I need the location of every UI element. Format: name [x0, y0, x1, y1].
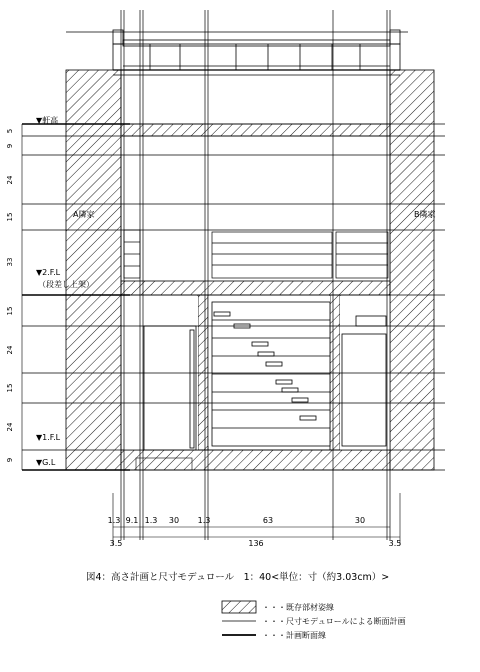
- level-eaves-label: ▼軒高: [36, 116, 59, 125]
- height-module-7: 24: [6, 345, 14, 355]
- neighbor-b-wall: [390, 70, 434, 470]
- height-module-4: 15: [6, 212, 14, 222]
- height-dimension-labels: [6, 124, 22, 470]
- width-top-5: 1.3: [197, 516, 211, 525]
- width-top-3: 1.3: [144, 516, 158, 525]
- width-top-6: 63: [262, 516, 274, 525]
- height-module-5: 33: [6, 257, 14, 267]
- width-top-2: 9.1: [125, 516, 139, 525]
- upper-windows: [124, 230, 388, 278]
- legend-item-1-label: ・・・既存部材姿線: [262, 603, 334, 612]
- level-floor1-label: ▼1.F.L: [36, 433, 61, 442]
- legend-hatch-swatch: [222, 601, 256, 613]
- height-module-9: 24: [6, 422, 14, 432]
- eaves-beam: [121, 124, 390, 136]
- width-top-1: 1.3: [107, 516, 121, 525]
- width-bottom-2: 136: [248, 539, 264, 548]
- width-top-7: 30: [354, 516, 366, 525]
- figure-caption: 図4：高さ計画と尺寸モデュロール 1：40<単位：寸（約3.03cm）>: [86, 572, 390, 583]
- height-module-8: 15: [6, 383, 14, 393]
- level-floor2-note: （段差し上架）: [38, 280, 94, 289]
- height-module-6: 15: [6, 306, 14, 316]
- neighbor-b-label: B隣家: [414, 210, 436, 219]
- height-module-10: 9: [6, 457, 14, 463]
- neighbor-a-label: A隣家: [73, 210, 95, 219]
- height-module-2: 9: [6, 143, 14, 149]
- floor2-beam: [121, 281, 390, 295]
- roof-structure: [66, 30, 408, 75]
- legend-item-2-label: ・・・尺寸モデュロールによる断面計画: [262, 617, 406, 626]
- height-module-1: 5: [6, 128, 14, 134]
- legend-item-3-label: ・・・計画断面線: [262, 631, 326, 640]
- width-dimension-labels: [108, 516, 402, 548]
- width-bottom-1: 3.5: [109, 539, 123, 548]
- legend: [222, 601, 406, 640]
- height-module-3: 24: [6, 175, 14, 185]
- level-floor2-label: ▼2.F.L: [36, 268, 61, 277]
- floor1-slab: [121, 450, 390, 470]
- width-bottom-3: 3.5: [388, 539, 402, 548]
- level-ground-label: ▼G.L: [36, 458, 56, 467]
- neighbor-a-wall: [66, 70, 121, 470]
- width-top-4: 30: [168, 516, 180, 525]
